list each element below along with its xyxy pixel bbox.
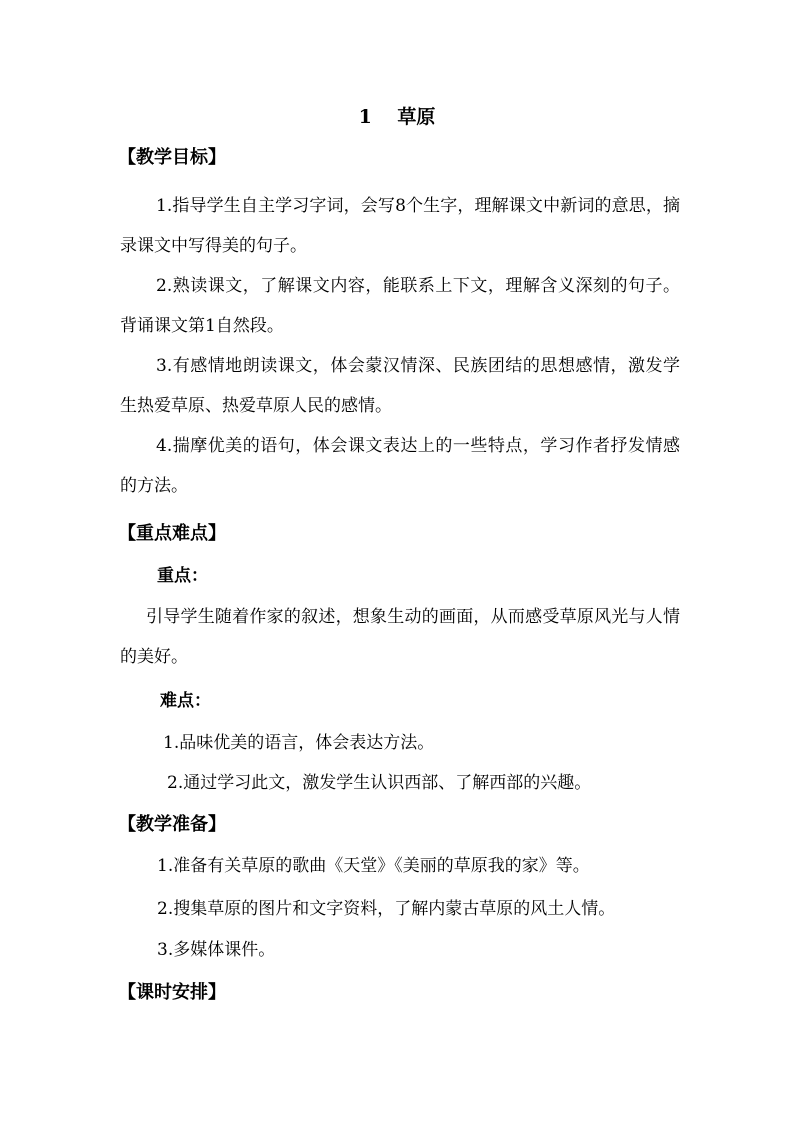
- preparation-item-2: 2.搜集草原的图片和文字资料，了解内蒙古草原的风土人情。: [157, 899, 616, 919]
- difficulty-item-2: 2.通过学习此文，激发学生认识西部、了解西部的兴趣。: [167, 773, 592, 793]
- section-heading-goals: 【教学目标】: [118, 147, 226, 168]
- focus-label: 重点：: [157, 566, 208, 586]
- goal-item-3: 3.有感情地朗读课文，体会蒙汉情深、民族团结的思想感情，激发学生热爱草原、热爱草原人民的感情。: [120, 356, 680, 416]
- goal-item-2: 2.熟读课文，了解课文内容，能联系上下文，理解含义深刻的句子。背诵课文第1自然段。: [120, 276, 680, 336]
- difficulty-label: 难点：: [160, 691, 211, 711]
- difficulty-item-1: 1.品味优美的语言，体会表达方法。: [163, 733, 435, 753]
- section-heading-key-points: 【重点难点】: [118, 523, 226, 544]
- goal-item-4: 4.揣摩优美的语句，体会课文表达上的一些特点，学习作者抒发情感的方法。: [120, 436, 680, 496]
- preparation-item-3: 3.多媒体课件。: [157, 940, 276, 960]
- focus-text: 引导学生随着作家的叙述，想象生动的画面，从而感受草原风光与人情的美好。: [120, 607, 680, 667]
- section-heading-preparation: 【教学准备】: [118, 814, 226, 835]
- goal-item-1: 1.指导学生自主学习字词，会写8个生字，理解课文中新词的意思，摘录课文中写得美的句子。: [120, 196, 680, 256]
- page-title: 1 草原: [358, 106, 436, 128]
- section-heading-schedule: 【课时安排】: [118, 982, 226, 1003]
- preparation-item-1: 1.准备有关草原的歌曲《天堂》《美丽的草原我的家》等。: [157, 856, 590, 876]
